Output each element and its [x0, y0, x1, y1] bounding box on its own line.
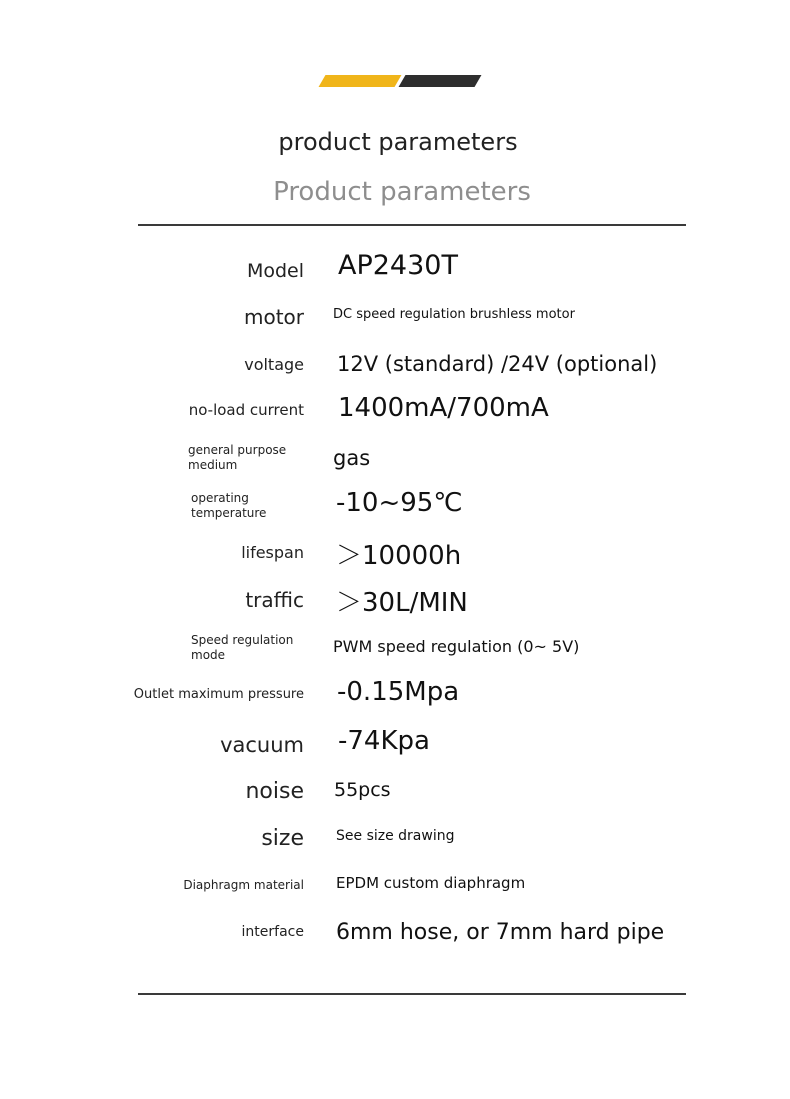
param-value: 1400mA/700mA [338, 393, 549, 423]
param-value: PWM speed regulation (0~ 5V) [333, 637, 580, 656]
param-label: Speed regulation mode [191, 633, 294, 662]
param-value: -0.15Mpa [337, 677, 460, 707]
param-label: motor [243, 305, 304, 329]
param-value: See size drawing [336, 828, 455, 844]
param-value: DC speed regulation brushless motor [333, 307, 575, 322]
param-label: operating temperature [191, 491, 267, 520]
param-value: ＞10000h [336, 541, 462, 571]
param-row-general-purpose-medium [0, 442, 790, 488]
param-label: vacuum [220, 733, 304, 757]
param-label: size [261, 826, 304, 851]
param-label: interface [241, 924, 304, 940]
param-row-noise [0, 776, 790, 822]
param-row-traffic [0, 585, 790, 631]
param-row-outlet-maximum-pressure [0, 677, 790, 726]
param-value: EPDM custom diaphragm [336, 874, 526, 892]
param-row-motor [0, 300, 790, 346]
param-label: no-load current [188, 401, 304, 419]
param-row-operating-temperature [0, 490, 790, 536]
param-row-model [0, 250, 790, 296]
param-label: noise [245, 779, 304, 804]
param-value: ＞30L/MIN [336, 588, 468, 618]
param-row-lifespan [0, 537, 790, 583]
param-row-voltage [0, 350, 790, 396]
param-row-vacuum [0, 728, 790, 774]
param-value: gas [333, 446, 371, 470]
section-title: product parameters [278, 128, 518, 156]
param-row-size [0, 824, 790, 870]
param-value: 6mm hose, or 7mm hard pipe [336, 920, 665, 945]
param-label: Diaphragm material [183, 878, 304, 892]
top-divider [138, 224, 686, 226]
param-label: traffic [245, 588, 304, 612]
param-row-no-load-current [0, 395, 790, 441]
accent-bar-dark [399, 75, 482, 87]
bottom-divider [138, 993, 686, 995]
param-label: Outlet maximum pressure [133, 687, 304, 702]
param-value: AP2430T [338, 250, 458, 281]
param-row-interface [0, 918, 790, 964]
section-subtitle: Product parameters [273, 177, 531, 207]
param-value: -74Kpa [338, 726, 430, 756]
param-row-diaphragm-material [0, 870, 790, 916]
param-value: 12V (standard) /24V (optional) [337, 352, 658, 376]
param-value: 55pcs [334, 779, 391, 801]
param-row-speed-regulation-mode [0, 632, 790, 678]
param-label: voltage [244, 355, 304, 374]
param-label: general purpose medium [188, 443, 287, 472]
param-label: Model [246, 260, 304, 282]
param-value: -10~95℃ [336, 488, 463, 518]
accent-bar-yellow [319, 75, 402, 87]
param-label: lifespan [241, 543, 304, 562]
